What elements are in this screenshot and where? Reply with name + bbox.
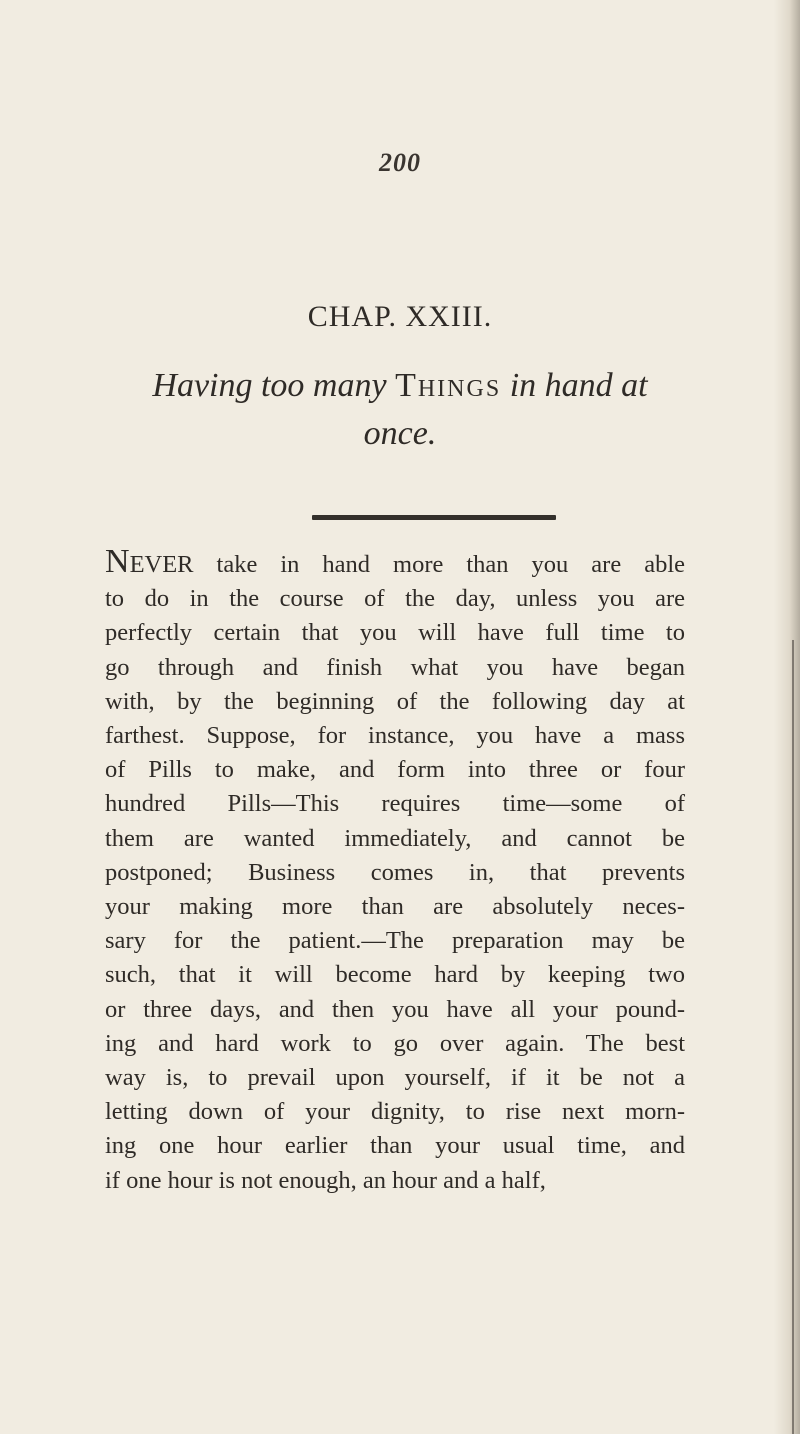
chapter-title-part-2: Things bbox=[395, 367, 502, 404]
body-line-1 bbox=[105, 545, 685, 582]
body-line-18: ing one hour earlier than your usual time, and bbox=[105, 1132, 685, 1160]
chapter-title bbox=[0, 362, 800, 458]
body-line-4: go through and finish what you have began bbox=[105, 653, 685, 681]
body-line-16: way is, to prevail upon yourself, if it be not a bbox=[105, 1064, 685, 1092]
page-number: 200 bbox=[379, 148, 421, 177]
body-line-3: perfectly certain that you will have full time to bbox=[105, 619, 685, 647]
body-text bbox=[105, 545, 685, 1198]
body-line-19: if one hour is not enough, an hour and a half, bbox=[105, 1166, 546, 1194]
chapter-heading: CHAP. XXIII. bbox=[307, 300, 493, 333]
chapter-title-line-2: once. bbox=[363, 415, 437, 452]
body-line-17: letting down of your dignity, to rise next morn- bbox=[105, 1098, 685, 1126]
body-line-15: ing and hard work to go over again. The best bbox=[105, 1029, 685, 1057]
page-edge-shadow bbox=[774, 0, 800, 1434]
body-line-1-text: EVER take in hand more than you are able bbox=[129, 551, 685, 578]
body-line-6: farthest. Suppose, for instance, you have a mass bbox=[105, 722, 685, 750]
body-line-10: postponed; Business comes in, that prevents bbox=[105, 858, 685, 886]
body-line-7: of Pills to make, and form into three or four bbox=[105, 756, 685, 784]
body-line-9: them are wanted immediately, and cannot be bbox=[105, 824, 685, 852]
body-line-14: or three days, and then you have all your pound- bbox=[105, 995, 685, 1023]
body-line-12: sary for the patient.—The preparation may be bbox=[105, 927, 685, 955]
chapter-title-line-1 bbox=[0, 362, 800, 410]
chapter-title-part-1: Having too many bbox=[152, 367, 387, 404]
body-line-11: your making more than are absolutely neces- bbox=[105, 893, 685, 921]
chapter-title-part-3: in hand at bbox=[509, 367, 648, 404]
body-line-8: hundred Pills—This requires time—some of bbox=[105, 790, 685, 818]
drop-cap: N bbox=[105, 543, 130, 580]
page-edge-line bbox=[792, 640, 794, 1434]
body-line-13: such, that it will become hard by keeping two bbox=[105, 961, 685, 989]
body-line-2: to do in the course of the day, unless you are bbox=[105, 585, 685, 613]
body-line-5: with, by the beginning of the following day at bbox=[105, 687, 685, 715]
decorative-rule bbox=[312, 515, 556, 520]
